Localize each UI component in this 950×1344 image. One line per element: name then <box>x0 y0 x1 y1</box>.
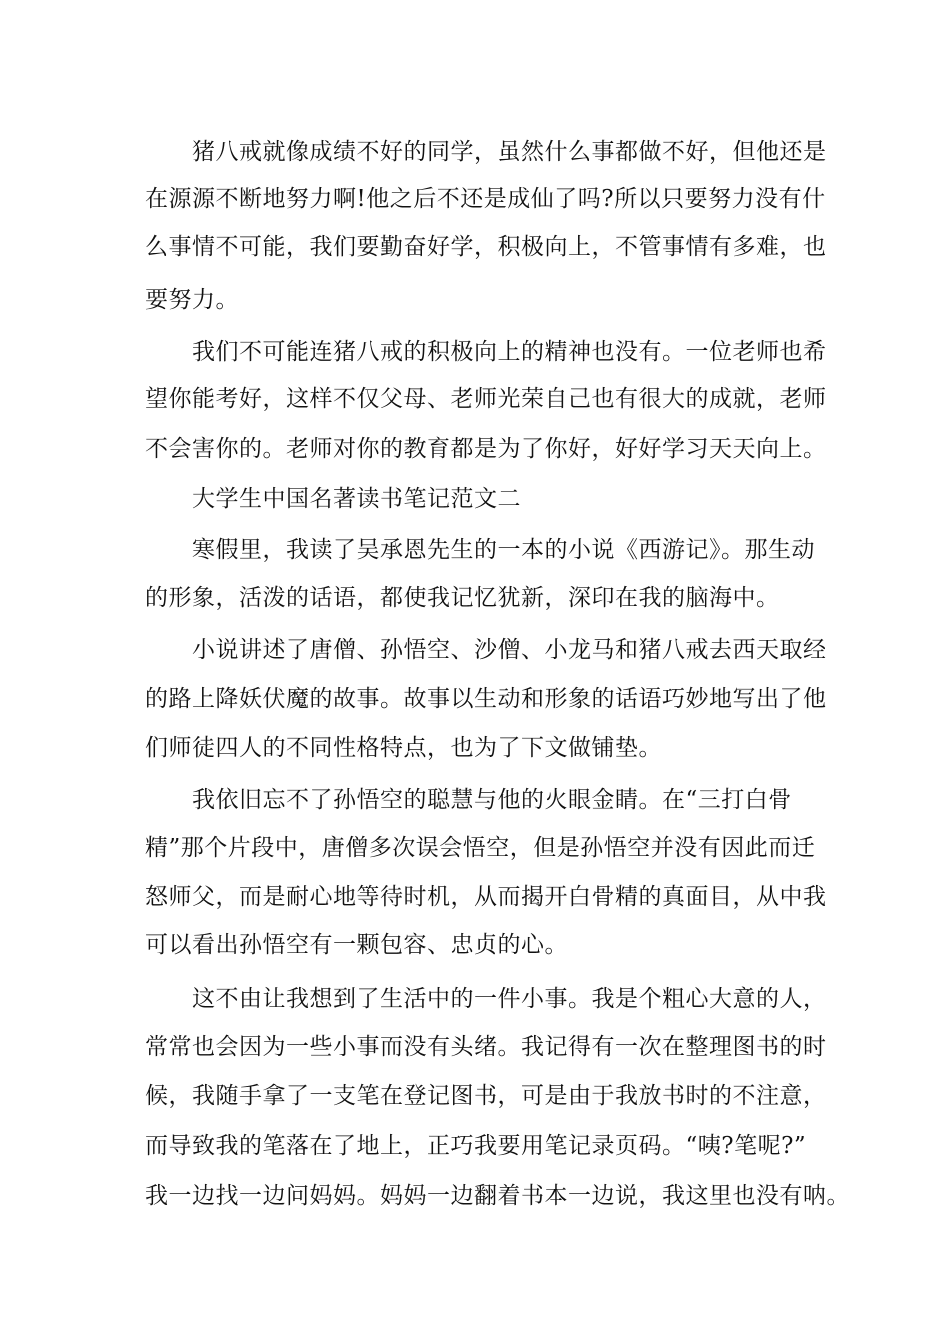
paragraph-line: 常常也会因为一些小事而没有头绪。我记得有一次在整理图书的时 <box>145 1034 827 1060</box>
paragraph-line: 们师徒四人的不同性格特点，也为了下文做铺垫。 <box>145 735 662 761</box>
paragraph-line: 要努力。 <box>145 287 239 313</box>
paragraph-line: 而导致我的笔落在了地上，正巧我要用笔记录页码。“咦?笔呢?” <box>145 1133 807 1159</box>
paragraph-line: 我们不可能连猪八戒的积极向上的精神也没有。一位老师也希 <box>192 339 827 365</box>
section-heading: 大学生中国名著读书笔记范文二 <box>192 486 521 512</box>
paragraph-line: 么事情不可能，我们要勤奋好学，积极向上，不管事情有多难，也 <box>145 234 827 260</box>
paragraph-line: 寒假里，我读了吴承恩先生的一本的小说《西游记》。那生动 <box>192 537 815 563</box>
paragraph-line: 我一边找一边问妈妈。妈妈一边翻着书本一边说，我这里也没有呐。 <box>145 1183 850 1209</box>
paragraph-line: 怒师父，而是耐心地等待时机，从而揭开白骨精的真面目，从中我 <box>145 884 827 910</box>
paragraph-line: 我依旧忘不了孙悟空的聪慧与他的火眼金睛。在“三打白骨 <box>192 787 792 813</box>
paragraph-line: 猪八戒就像成绩不好的同学，虽然什么事都做不好，但他还是 <box>192 139 827 165</box>
paragraph-line: 的形象，活泼的话语，都使我记忆犹新，深印在我的脑海中。 <box>145 585 780 611</box>
paragraph-line: 精”那个片段中，唐僧多次误会悟空，但是孙悟空并没有因此而迁 <box>145 835 816 861</box>
paragraph-line: 望你能考好，这样不仅父母、老师光荣自己也有很大的成就，老师 <box>145 386 827 412</box>
paragraph-line: 不会害你的。老师对你的教育都是为了你好，好好学习天天向上。 <box>145 436 827 462</box>
paragraph-line: 在源源不断地努力啊!他之后不还是成仙了吗?所以只要努力没有什 <box>145 186 826 212</box>
paragraph-line: 可以看出孙悟空有一颗包容、忠贞的心。 <box>145 932 568 958</box>
paragraph-line: 小说讲述了唐僧、孙悟空、沙僧、小龙马和猪八戒去西天取经 <box>192 637 827 663</box>
paragraph-line: 这不由让我想到了生活中的一件小事。我是个粗心大意的人， <box>192 986 827 1012</box>
paragraph-line: 的路上降妖伏魔的故事。故事以生动和形象的话语巧妙地写出了他 <box>145 686 827 712</box>
paragraph-line: 候，我随手拿了一支笔在登记图书，可是由于我放书时的不注意， <box>145 1083 827 1109</box>
